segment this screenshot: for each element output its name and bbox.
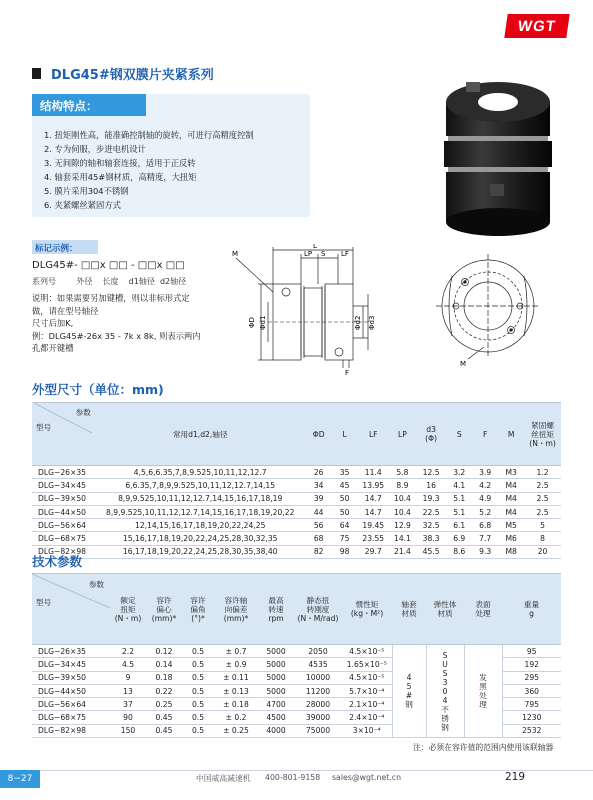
table-cell: 16,17,18,19,20,22,24,25,28,30,35,38,40: [95, 545, 306, 558]
col-header: 常用d1,d2,轴径: [95, 403, 306, 466]
feature-item: 5. 膜片采用304不锈钢: [44, 186, 129, 196]
table-cell: 29.7: [358, 545, 389, 558]
table-cell: 26: [306, 466, 332, 479]
features-list: [44, 128, 254, 212]
table-cell: 0.5: [182, 711, 214, 724]
table-cell: 16: [416, 479, 446, 492]
col-header: F: [472, 403, 498, 466]
table-cell: 6.1: [446, 519, 472, 532]
diag-top-label: 参数: [75, 408, 91, 417]
dims-title: 外型尺寸（单位：mm): [32, 382, 164, 397]
table-cell: 9: [110, 671, 146, 684]
end-view-drawing: [428, 244, 568, 374]
table-cell: 2050: [294, 645, 342, 658]
bore: [478, 93, 518, 111]
feature-item: 3. 无间隙的轴和轴套连接，适用于正反转: [44, 158, 196, 168]
table-cell: 2.5: [524, 479, 561, 492]
tech-header-row: [32, 574, 561, 645]
table-cell: 75: [332, 532, 358, 545]
table-cell: 22.5: [416, 505, 446, 518]
dims-diag-cell: [32, 403, 95, 466]
model-cell: DLG−44×50: [32, 505, 95, 518]
label-d3: Φd3: [368, 315, 376, 330]
col-header: M: [498, 403, 524, 466]
model-code-labels: 系列号 外径 长度 d1轴径 d2轴径: [32, 277, 187, 286]
table-cell: 0.5: [182, 671, 214, 684]
label-lp: LP: [304, 250, 313, 258]
page-title-row: [32, 64, 214, 83]
table-cell: 50: [332, 505, 358, 518]
page-title: DLG45#钢双膜片夹紧系列: [51, 68, 214, 83]
label-od: ΦD: [248, 317, 256, 328]
label-s: S: [321, 250, 326, 258]
col-header: 容许轴 向偏差 (mm)*: [214, 574, 258, 645]
table-cell: 150: [110, 724, 146, 737]
col-header: 轴套 材质: [392, 574, 426, 645]
label-m-end: M: [460, 360, 467, 368]
table-cell: 4500: [258, 711, 294, 724]
table-cell: 0.25: [146, 698, 182, 711]
table-cell: 12,14,15,16,17,18,19,20,22,24,25: [95, 519, 306, 532]
table-cell: 0.5: [182, 684, 214, 697]
table-cell: ± 0.18: [214, 698, 258, 711]
table-cell: 56: [306, 519, 332, 532]
table-cell: 20: [524, 545, 561, 558]
table-cell: 64: [332, 519, 358, 532]
table-cell: 5.7×10⁻⁴: [342, 684, 392, 697]
model-cell: DLG−68×75: [32, 532, 95, 545]
table-cell: 4700: [258, 698, 294, 711]
footer-phone: 400-801-9158: [265, 773, 321, 782]
table-cell: 13.95: [358, 479, 389, 492]
table-cell: 2.5: [524, 492, 561, 505]
table-cell: 75000: [294, 724, 342, 737]
table-cell: 19.45: [358, 519, 389, 532]
table-row: [32, 479, 561, 492]
table-cell: 5.1: [446, 492, 472, 505]
table-cell: M6: [498, 532, 524, 545]
footer-email: sales@wgt.net.cn: [332, 773, 402, 782]
table-cell: 0.5: [182, 698, 214, 711]
table-cell: 35: [332, 466, 358, 479]
col-header: LP: [389, 403, 416, 466]
table-cell: 0.45: [146, 711, 182, 724]
table-cell: M5: [498, 519, 524, 532]
table-cell: 32.5: [416, 519, 446, 532]
table-cell: 14.1: [389, 532, 416, 545]
table-cell: 12.9: [389, 519, 416, 532]
feature-item: 6. 夹紧螺丝紧固方式: [44, 200, 121, 210]
hub-bottom: [446, 208, 550, 236]
table-row: [32, 466, 561, 479]
model-cell: DLG−26×35: [32, 466, 95, 479]
model-cell: DLG−56×64: [32, 698, 110, 711]
table-cell: 5.2: [472, 505, 498, 518]
table-cell: 44: [306, 505, 332, 518]
table-cell: 8,9,9.525,10,11,12,12.7,14,15,16,17,18,19: [95, 492, 306, 505]
model-cell: DLG−82×98: [32, 545, 95, 558]
table-cell: 9.3: [472, 545, 498, 558]
col-header: 最高 转速 rpm: [258, 574, 294, 645]
table-row: [32, 645, 561, 658]
model-cell: DLG−34×45: [32, 479, 95, 492]
brand-text: WGT: [516, 17, 558, 35]
table-cell: 6,6.35,7,8,9,9.525,10,11,12,12.7,14,15: [95, 479, 306, 492]
table-cell: 4.5×10⁻⁵: [342, 671, 392, 684]
table-cell: 0.5: [182, 658, 214, 671]
table-cell: 14.7: [358, 492, 389, 505]
table-cell: 2.2: [110, 645, 146, 658]
feature-item: 1. 扭矩刚性高，能准确控制轴的旋转，可进行高精度控制: [44, 130, 254, 140]
table-cell: 0.5: [182, 724, 214, 737]
table-cell: 4.5: [110, 658, 146, 671]
col-header: 额定 扭矩 (N・m): [110, 574, 146, 645]
model-cell: DLG−56×64: [32, 519, 95, 532]
col-header: 静态扭 转刚度 (N・M/rad): [294, 574, 342, 645]
table-cell: 2.4×10⁻⁴: [342, 711, 392, 724]
features-heading: 结构特点：: [32, 94, 146, 116]
table-cell: 4.2: [472, 479, 498, 492]
note-line: 尺寸后加K,: [32, 318, 74, 329]
table-cell: 0.45: [146, 724, 182, 737]
table-cell: 23.55: [358, 532, 389, 545]
table-cell: 4535: [294, 658, 342, 671]
feature-item: 2. 专为伺服，步进电机设计: [44, 144, 146, 154]
table-cell: 6.9: [446, 532, 472, 545]
dims-table: [32, 402, 561, 559]
table-cell: ± 0.7: [214, 645, 258, 658]
table-cell: 15,16,17,18,19,20,22,24,25,28,30,32,35: [95, 532, 306, 545]
dims-diag-labels: [32, 405, 95, 435]
table-cell: 0.12: [146, 645, 182, 658]
col-header: 容许 偏角 (°)*: [182, 574, 214, 645]
model-cell: DLG−39×50: [32, 492, 95, 505]
table-cell: 5000: [258, 658, 294, 671]
note-line: 说明：如果需要另加键槽，则以非标形式定: [32, 293, 190, 303]
table-cell: 0.5: [182, 645, 214, 658]
col-header: LF: [358, 403, 389, 466]
label-f: F: [345, 369, 350, 376]
diag-bottom-label: 型号: [36, 423, 51, 432]
note-line: 做，请在型号轴径: [32, 305, 99, 316]
table-cell: 38.3: [416, 532, 446, 545]
table-cell: 5000: [258, 645, 294, 658]
diaphragm-upper: [448, 136, 548, 141]
label-lf: LF: [341, 250, 349, 258]
table-cell: 3.2: [446, 466, 472, 479]
weight-cell: 360: [502, 684, 561, 697]
col-header: ΦD: [306, 403, 332, 466]
col-header: 紧固螺 丝扭矩 (N・m): [524, 403, 561, 466]
table-cell: 2.5: [524, 505, 561, 518]
table-cell: M4: [498, 492, 524, 505]
table-cell: 28000: [294, 698, 342, 711]
table-cell: 8.9: [389, 479, 416, 492]
page-number: 219: [505, 771, 526, 783]
table-cell: 39: [306, 492, 332, 505]
table-cell: 34: [306, 479, 332, 492]
table-cell: M8: [498, 545, 524, 558]
table-cell: 0.18: [146, 671, 182, 684]
weight-cell: 1230: [502, 711, 561, 724]
body-material-cell: S U S 3 0 4 不 锈 钢: [426, 645, 464, 738]
table-cell: 19.3: [416, 492, 446, 505]
col-header: 表面 处理: [464, 574, 502, 645]
clamp-screw-icon: [466, 82, 480, 92]
label-m: M: [232, 250, 239, 258]
weight-cell: 795: [502, 698, 561, 711]
table-cell: 90: [110, 711, 146, 724]
table-cell: 45.5: [416, 545, 446, 558]
table-cell: ± 0.2: [214, 711, 258, 724]
model-cell: DLG−44×50: [32, 684, 110, 697]
table-cell: M3: [498, 466, 524, 479]
model-cell: DLG−82×98: [32, 724, 110, 737]
hub-material-cell: 4 5 # 钢: [392, 645, 426, 738]
table-cell: 5: [524, 519, 561, 532]
table-cell: ± 0.9: [214, 658, 258, 671]
model-tag: 标记示例：: [32, 240, 98, 254]
table-cell: M4: [498, 505, 524, 518]
weight-cell: 192: [502, 658, 561, 671]
table-cell: 37: [110, 698, 146, 711]
table-cell: 12.5: [416, 466, 446, 479]
table-cell: 8: [524, 532, 561, 545]
table-cell: 1.2: [524, 466, 561, 479]
table-cell: 21.4: [389, 545, 416, 558]
coupling-photo: [438, 72, 558, 244]
feature-item: 4. 轴套采用45#钢材质，高精度，大扭矩: [44, 172, 197, 182]
col-header: 惯性矩 (kg・M²): [342, 574, 392, 645]
table-cell: 10.4: [389, 505, 416, 518]
diaphragm-lower: [448, 167, 548, 172]
table-cell: 98: [332, 545, 358, 558]
table-cell: 82: [306, 545, 332, 558]
side-view-drawing: [228, 244, 378, 376]
col-header: 重量 g: [502, 574, 561, 645]
table-cell: 11.4: [358, 466, 389, 479]
table-row: [32, 532, 561, 545]
note-line: 孔都开键槽: [32, 343, 74, 354]
dims-body: [32, 466, 561, 559]
model-cell: DLG−68×75: [32, 711, 110, 724]
col-header: d3 (Φ): [416, 403, 446, 466]
dims-header-row: [32, 403, 561, 466]
model-code: DLG45#- □□x □□ - □□x □□: [32, 260, 185, 271]
table-cell: 5.8: [389, 466, 416, 479]
table-cell: 14.7: [358, 505, 389, 518]
footnote: 注：必须在容许值的范围内使用该联轴器: [413, 743, 554, 752]
table-cell: 0.22: [146, 684, 182, 697]
table-cell: 5000: [258, 684, 294, 697]
table-cell: 5.1: [446, 505, 472, 518]
table-cell: ± 0.25: [214, 724, 258, 737]
weight-cell: 95: [502, 645, 561, 658]
table-cell: 11200: [294, 684, 342, 697]
surface-cell: 发 黑 处 理: [464, 645, 502, 738]
weight-cell: 295: [502, 671, 561, 684]
weight-cell: 2532: [502, 724, 561, 737]
table-cell: 3×10⁻⁴: [342, 724, 392, 737]
table-cell: M4: [498, 479, 524, 492]
col-header: S: [446, 403, 472, 466]
table-cell: 8.6: [446, 545, 472, 558]
table-cell: 68: [306, 532, 332, 545]
table-cell: 0.14: [146, 658, 182, 671]
col-header: L: [332, 403, 358, 466]
table-cell: 4.9: [472, 492, 498, 505]
table-cell: 7.7: [472, 532, 498, 545]
model-note: [32, 292, 252, 355]
tech-body: [32, 645, 561, 738]
col-header: 弹性体 材质: [426, 574, 464, 645]
model-cell: DLG−26×35: [32, 645, 110, 658]
table-row: [32, 519, 561, 532]
tech-diag-cell: [32, 574, 110, 645]
model-cell: DLG−39×50: [32, 671, 110, 684]
table-cell: 10000: [294, 671, 342, 684]
model-cell: DLG−34×45: [32, 658, 110, 671]
table-row: [32, 505, 561, 518]
table-cell: 1.65×10⁻⁵: [342, 658, 392, 671]
label-d1: Φd1: [259, 315, 267, 330]
tech-title: 技术参数: [32, 554, 83, 569]
table-cell: ± 0.13: [214, 684, 258, 697]
table-cell: 39000: [294, 711, 342, 724]
table-cell: 4.5×10⁻⁵: [342, 645, 392, 658]
tech-table: [32, 573, 561, 738]
table-row: [32, 492, 561, 505]
table-cell: 45: [332, 479, 358, 492]
diag-top-label: 参数: [89, 580, 104, 589]
label-d2: Φd2: [354, 315, 362, 330]
diag-bottom-label: 型号: [36, 598, 51, 607]
table-cell: 4000: [258, 724, 294, 737]
tech-diag-labels: [32, 576, 110, 610]
table-cell: 6.8: [472, 519, 498, 532]
table-row: [32, 545, 561, 558]
table-cell: 5000: [258, 671, 294, 684]
label-l: L: [313, 244, 317, 250]
brand-logo: [504, 14, 569, 38]
section-page-tab: 8−27: [0, 770, 40, 788]
table-cell: 50: [332, 492, 358, 505]
table-cell: 4,5,6,6.35,7,8,9.525,10,11,12,12.7: [95, 466, 306, 479]
table-cell: ± 0.11: [214, 671, 258, 684]
col-header: 容许 偏心 (mm)*: [146, 574, 182, 645]
title-marker: [32, 68, 41, 79]
table-cell: 8,9,9.525,10,11,12,12.7,14,15,16,17,18,19,20,22: [95, 505, 306, 518]
clamp-screw-icon: [490, 184, 504, 196]
table-cell: 13: [110, 684, 146, 697]
footer-company: 中国威高减速机: [196, 774, 251, 783]
note-line: 例：DLG45#-26x 35 - 7k x 8k, 则表示两内: [32, 330, 201, 341]
spacer: [444, 141, 552, 167]
table-cell: 4.1: [446, 479, 472, 492]
table-cell: 2.1×10⁻⁴: [342, 698, 392, 711]
table-cell: 10.4: [389, 492, 416, 505]
table-cell: 3.9: [472, 466, 498, 479]
